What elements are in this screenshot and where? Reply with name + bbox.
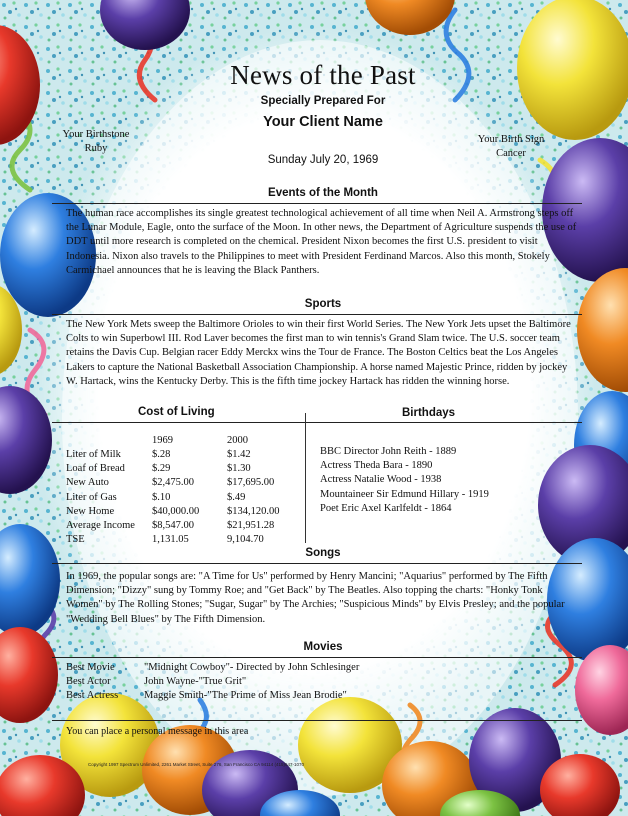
table-row (66, 520, 306, 534)
col-1969-header: 1969 (152, 435, 173, 446)
songs-text: In 1969, the popular songs are: "A Time for Us" performed by Henry Mancini; "Aquarius" performed by The Fifth Dimension; "Dizzy" sung by Tommy Roe; and "Get Back" by The Beatles. Also topping the charts: "Honky Tonk Women" by The Rolling Stones; "Sugar, Sugar" by The Archies; "Suspicious Minds" by Elvis Presley; and the popular "Wedding Bell Blues" by The Fifth Dimension. (66, 571, 565, 625)
movie-award-value: "Midnight Cowboy"- Directed by John Schlesinger (144, 662, 360, 673)
cost-item: Liter of Milk (66, 449, 121, 460)
cost-1969: $.10 (152, 491, 171, 503)
newsletter-content (62, 0, 580, 816)
sports-heading: Sports (304, 298, 342, 310)
cost-birthdays-divider (52, 422, 582, 423)
footer-copyright: Copyright 1997 Spectrum Unlimited, 2261 Market Street, Suite 276, San Francisco CA 94114 (415)647-1070 (88, 762, 305, 767)
birth-sign-value: Cancer (496, 148, 526, 159)
cost-1969: $40,000.00 (152, 505, 200, 517)
cost-2000: $134,120.00 (227, 505, 280, 517)
cost-2000: $1.42 (227, 449, 251, 460)
birthstone-value: Ruby (84, 143, 108, 154)
cost-of-living-heading: Cost of Living (138, 406, 215, 418)
list-item: BBC Director John Reith - 1889 (320, 446, 457, 457)
cost-header-row (66, 435, 306, 449)
movie-award-label: Best Actor (66, 676, 111, 688)
cost-2000: 9,104.70 (227, 534, 264, 546)
cost-1969: 1,131.05 (152, 534, 189, 546)
events-heading: Events of the Month (268, 187, 378, 199)
list-item: Actress Natalie Wood - 1938 (320, 474, 442, 486)
cost-item: Liter of Gas (66, 491, 117, 503)
sports-divider (52, 314, 582, 315)
sports-text: The New York Mets sweep the Baltimore Orioles to win their first World Series. The New York Jets upset the Baltimore Colts to win Superbowl III. Rod Laver becomes the first man to win tennis's Grand Slam twice. The U.S. soccer team retains the Davis Cup. Belgian racer Eddy Merckx wins the Tour de France. The Boston Celtics beat the Los Angeles Lakers to capture the National Basketball Association Championship. A horse named Majestic Prince, ridden by jockey W. Hartack, wins the Kentucky Derby. This is the fifth time jockey Hartack has ridden the winning horse. (66, 319, 571, 387)
message-divider (52, 720, 582, 721)
birth-sign-label: Your Birth Sign (477, 134, 545, 145)
cost-item: Average Income (66, 520, 135, 531)
movies-divider (52, 657, 582, 658)
list-item (66, 690, 580, 704)
cost-1969: $.29 (152, 463, 171, 475)
list-item: Poet Eric Axel Karlfeldt - 1864 (320, 502, 452, 514)
table-row (66, 463, 306, 477)
list-item (66, 676, 580, 690)
songs-heading: Songs (305, 547, 341, 559)
table-row (66, 477, 306, 491)
events-text: The human race accomplishes its single greatest technological achievement of all time when Neil A. Armstrong steps off the Lunar Module, Eagle, onto the surface of the Moon. In other news, the Department of Agriculture suspends the use of DDT until more research is completed on the chemical. President Nixon becomes the first U.S. president to visit Indonesia. Nixon also travels to the Philippines to meet with President Ferdinand Marcos. Also this month, Stokely Carmichael announces that he is leaving the Black Panthers. (66, 208, 577, 276)
table-row (66, 506, 306, 520)
songs-divider (52, 563, 582, 564)
cost-2000: $.49 (227, 491, 246, 503)
cost-1969: $8,547.00 (152, 520, 194, 531)
page-subtitle: Specially Prepared For (260, 95, 386, 107)
cost-item: TSE (66, 534, 85, 546)
birthstone-label: Your Birthstone (62, 129, 130, 140)
movies-heading: Movies (303, 641, 343, 653)
cost-1969: $2,475.00 (152, 477, 194, 489)
movie-award-label: Best Actress (66, 690, 119, 702)
cost-1969: $.28 (152, 449, 171, 460)
table-row (66, 449, 306, 463)
personal-message: You can place a personal message in this area (66, 726, 249, 737)
client-name: Your Client Name (263, 114, 383, 130)
page-title: News of the Past (230, 60, 416, 90)
cost-2000: $17,695.00 (227, 477, 275, 489)
cost-2000: $21,951.28 (227, 520, 275, 531)
movie-award-value: John Wayne-"True Grit" (144, 676, 247, 688)
birthstone-block (52, 128, 140, 156)
cost-item: New Home (66, 505, 115, 517)
birthdays-heading: Birthdays (402, 407, 456, 419)
cost-2000: $1.30 (227, 463, 251, 475)
movie-award-label: Best Movie (66, 662, 115, 673)
cost-item: Loaf of Bread (66, 463, 125, 475)
list-item: Actress Theda Bara - 1890 (320, 460, 433, 472)
page-date: Sunday July 20, 1969 (267, 154, 379, 166)
events-divider (52, 203, 582, 204)
table-row (66, 492, 306, 506)
col-2000-header: 2000 (227, 435, 248, 446)
list-item (66, 662, 580, 676)
cost-item: New Auto (66, 477, 109, 489)
list-item: Mountaineer Sir Edmund Hillary - 1919 (320, 488, 489, 500)
movie-award-value: Maggie Smith-"The Prime of Miss Jean Brodie" (144, 690, 347, 702)
